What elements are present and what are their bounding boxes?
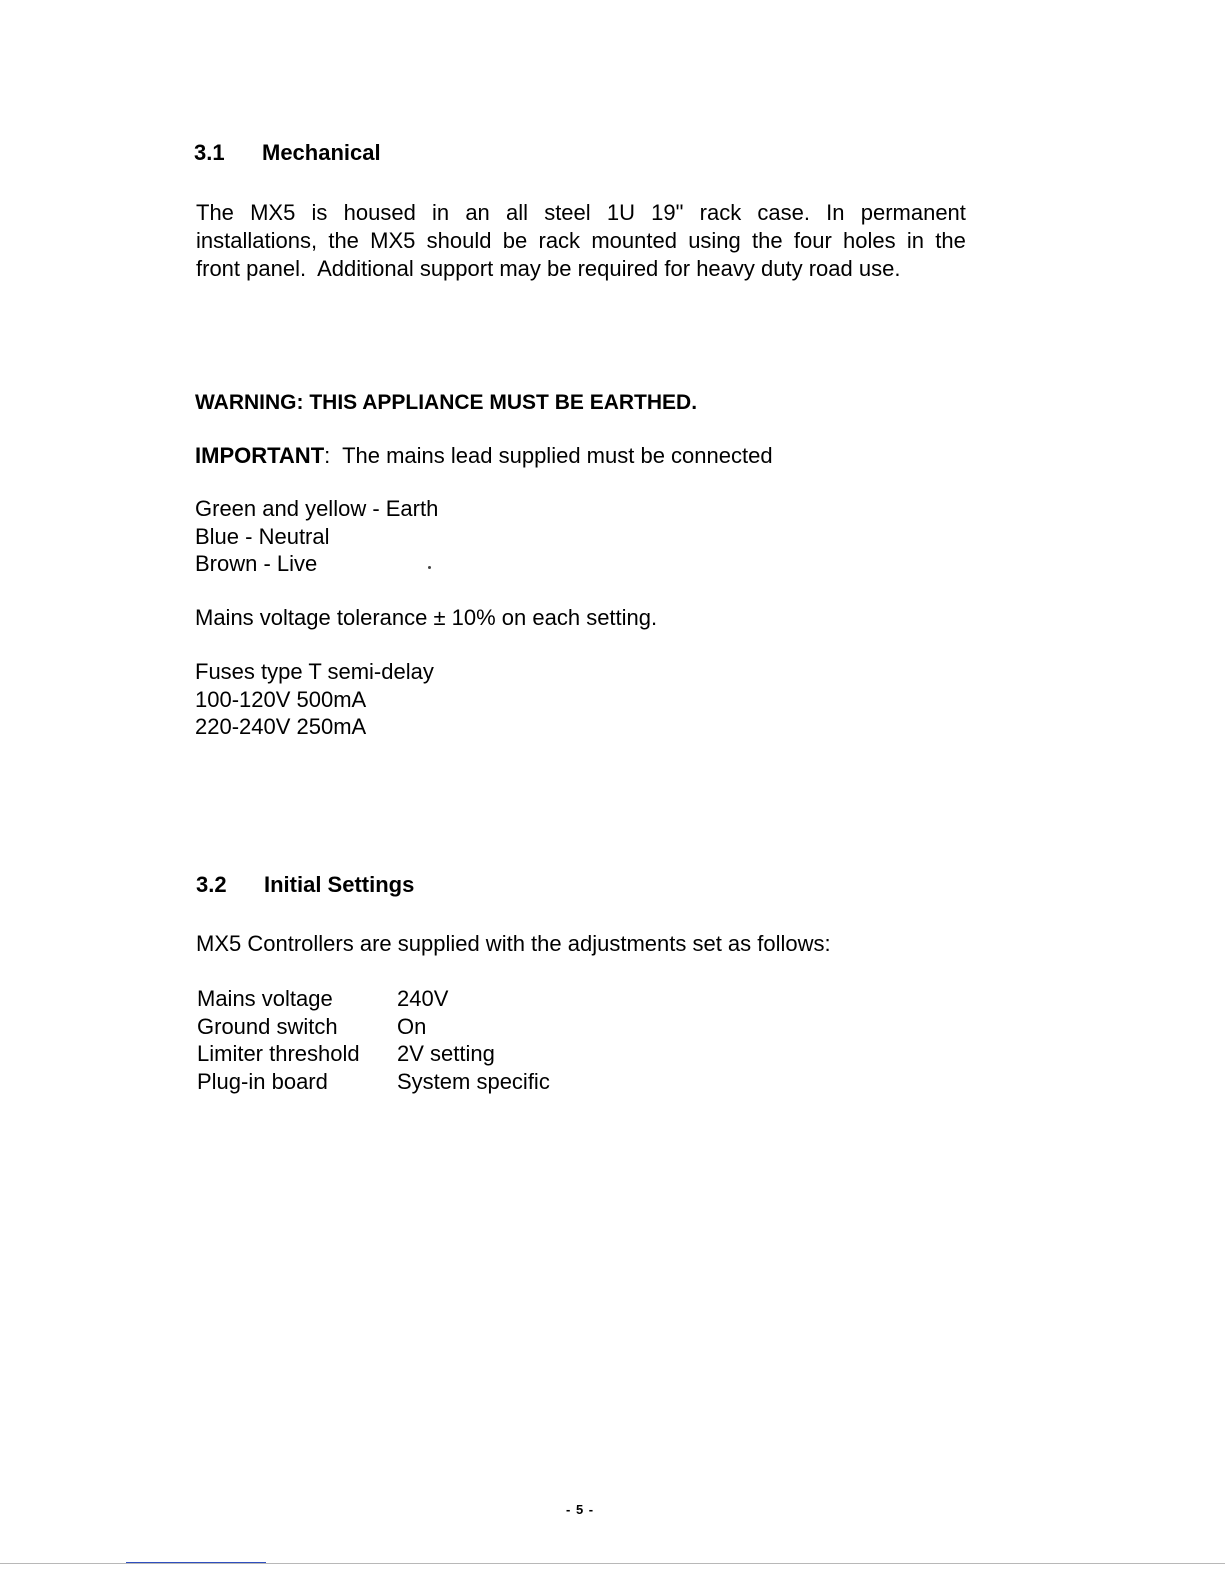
paragraph-word: 1U <box>606 200 635 225</box>
page-bottom-rule <box>0 1563 1225 1564</box>
setting-value: 2V setting <box>397 1041 495 1066</box>
section-number: 3.1 <box>194 140 225 165</box>
paragraph-word: holes <box>843 228 896 253</box>
paragraph-word: the <box>328 228 359 253</box>
settings-row <box>197 1040 550 1068</box>
section-number: 3.2 <box>196 872 227 897</box>
paragraph-word: In <box>826 200 845 225</box>
page-number: - 5 - <box>566 1502 595 1517</box>
section-title: Initial Settings <box>264 872 415 897</box>
setting-value: On <box>397 1013 427 1039</box>
important-label: IMPORTANT <box>195 443 325 468</box>
important-text: : The mains lead supplied must be connected <box>324 443 773 468</box>
section-heading-mechanical <box>194 140 381 166</box>
paragraph-word: in <box>906 228 925 253</box>
paragraph-word: MX5 <box>370 228 416 253</box>
section-title: Mechanical <box>262 140 381 165</box>
paragraph-word: steel <box>544 200 591 225</box>
paragraph-word: in <box>432 200 450 225</box>
setting-label: Limiter threshold <box>197 1041 360 1066</box>
voltage-tolerance: Mains voltage tolerance ± 10% on each setting. <box>195 605 658 630</box>
paragraph-word: be <box>502 228 528 253</box>
setting-label: Plug-in board <box>197 1068 328 1094</box>
paragraph-word: permanent <box>860 200 966 225</box>
settings-row <box>197 985 550 1013</box>
setting-label: Mains voltage <box>197 986 333 1011</box>
paragraph-word: MX5 <box>250 200 296 225</box>
paragraph-line <box>196 199 966 227</box>
paragraph-word: all <box>505 200 528 225</box>
paragraph-word: mounted <box>591 228 677 253</box>
setting-value: System specific <box>397 1068 550 1094</box>
paragraph-word: the <box>752 228 783 253</box>
fuse-rating-low: 100-120V 500mA <box>195 686 367 712</box>
paragraph-word: four <box>793 228 832 253</box>
fuses-list <box>195 658 434 741</box>
paragraph-word: The <box>196 200 234 225</box>
fuses-type: Fuses type T semi-delay <box>195 659 434 684</box>
paragraph-word: installations, <box>196 228 318 253</box>
settings-table <box>197 985 550 1095</box>
setting-label: Ground switch <box>197 1013 338 1039</box>
paragraph-word: rack <box>699 200 742 225</box>
mechanical-paragraph <box>196 199 966 283</box>
paragraph-line: front panel. Additional support may be required for heavy duty road use. <box>196 256 901 281</box>
wiring-item-live: Brown - Live <box>195 551 318 576</box>
fuse-rating-high: 220-240V 250mA <box>195 714 367 739</box>
section-heading-initial-settings <box>196 872 414 898</box>
paragraph-line <box>196 227 966 255</box>
setting-value: 240V <box>397 986 449 1011</box>
warning-text: WARNING: THIS APPLIANCE MUST BE EARTHED. <box>195 391 698 414</box>
page-bottom-link-rule <box>126 1562 266 1563</box>
wiring-item-earth: Green and yellow - Earth <box>195 496 439 521</box>
paragraph-word: an <box>465 200 490 225</box>
settings-row <box>197 1013 550 1041</box>
paragraph-word: rack <box>538 228 581 253</box>
paragraph-word: should <box>426 228 492 253</box>
paragraph-word: using <box>688 228 741 253</box>
wiring-list <box>195 495 438 578</box>
important-note <box>195 442 773 470</box>
settings-row <box>197 1068 550 1096</box>
paragraph-word: the <box>935 228 966 253</box>
paragraph-word: housed <box>343 200 416 225</box>
scan-speck <box>428 566 431 569</box>
initial-settings-intro: MX5 Controllers are supplied with the adjustments set as follows: <box>196 931 831 956</box>
paragraph-word: case. <box>757 200 810 225</box>
wiring-item-neutral: Blue - Neutral <box>195 523 330 549</box>
paragraph-word: is <box>311 200 328 225</box>
paragraph-word: 19" <box>651 200 684 225</box>
